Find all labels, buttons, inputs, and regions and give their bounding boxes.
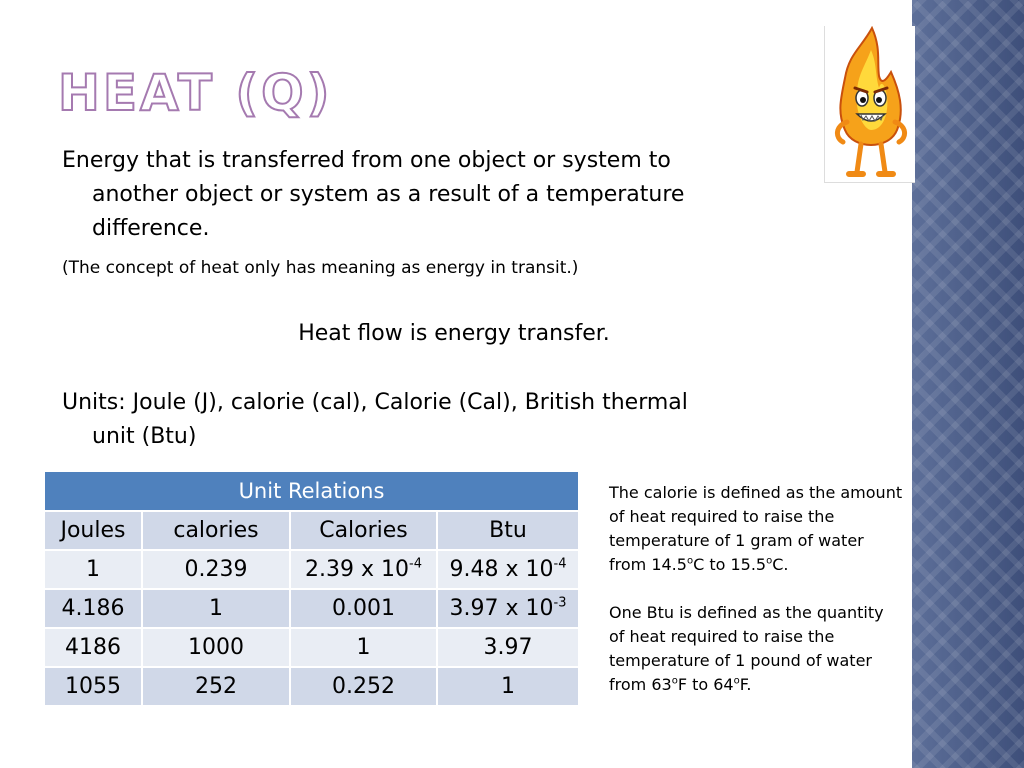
table-cell: 3.97 [437,628,579,667]
definition-line-1: Energy that is transferred from one object or system to [62,148,671,173]
definitions-note [609,481,904,697]
table-cell: 1 [290,628,437,667]
table-row [44,589,579,628]
calorie-definition: The calorie is defined as the amount of heat required to raise the temperature of 1 gram of water from 14.5$^o$C to 15.5$^o$C. [609,483,903,574]
units-line-1: Units: Joule (J), calorie (cal), Calorie (Cal), British thermal [62,390,688,415]
table-cell: 0.239 [142,550,290,589]
table-cell: 1 [44,550,142,589]
table-header-row [44,511,579,550]
table-row [44,550,579,589]
definition-line-2: another object or system as a result of a temperature [92,182,685,207]
table-cell: 4.186 [44,589,142,628]
unit-relations-table [43,470,580,707]
btu-definition: One Btu is defined as the quantity of heat required to raise the temperature of 1 pound of water from 63$^o$F to 64$^o$F. [609,603,884,694]
table-cell: 4186 [44,628,142,667]
table-cell: 0.001 [290,589,437,628]
column-header: Calories [290,511,437,550]
table-cell: 252 [142,667,290,706]
table-row [44,628,579,667]
table-cell: 1055 [44,667,142,706]
slide-title: HEAT (Q) [58,64,333,122]
table-cell: 3.97 x $10^{-3}$ [437,589,579,628]
decorative-side-band [912,0,1024,768]
table-cell: 1 [142,589,290,628]
column-header: Joules [44,511,142,550]
table-caption: Unit Relations [44,471,579,511]
heat-definition [62,144,822,246]
table-cell: 2.39 x $10^{-4}$ [290,550,437,589]
table-cell: 1000 [142,628,290,667]
column-header: calories [142,511,290,550]
table-cell: 0.252 [290,667,437,706]
flame-character-icon [825,26,915,182]
transit-note: (The concept of heat only has meaning as energy in transit.) [62,258,579,278]
table-cell: 1 [437,667,579,706]
flame-mascot-image [824,26,915,183]
heat-flow-statement: Heat flow is energy transfer. [298,321,610,346]
units-line-2: unit (Btu) [92,424,197,449]
definition-line-3: difference. [92,216,210,241]
table-cell: 9.48 x $10^{-4}$ [437,550,579,589]
units-list [62,386,822,454]
column-header: Btu [437,511,579,550]
table-row [44,667,579,706]
